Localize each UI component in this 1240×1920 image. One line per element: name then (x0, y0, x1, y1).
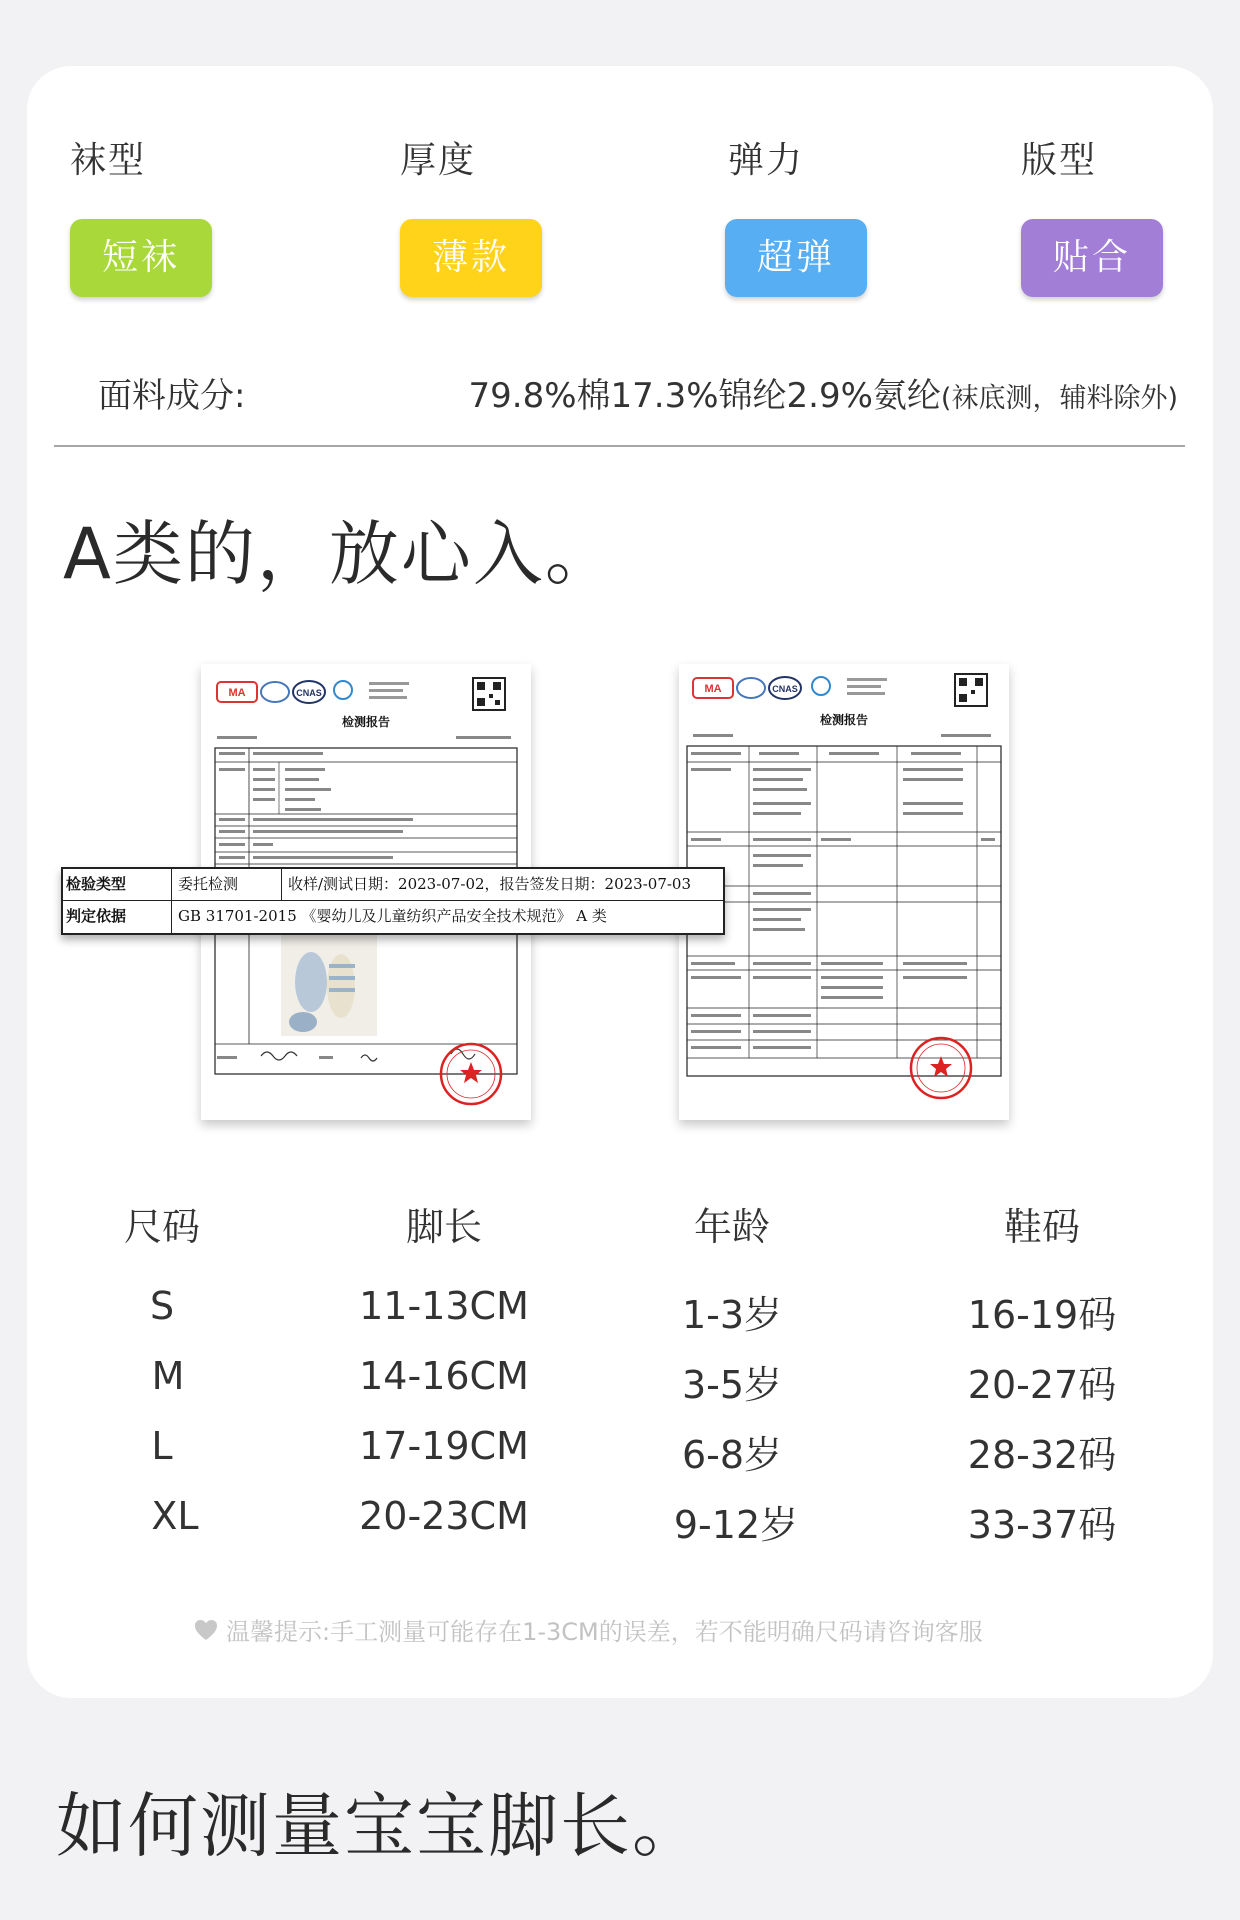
divider (54, 445, 1185, 447)
attr-pill-fit: 贴合 (1021, 219, 1163, 297)
tip-text: 温馨提示:手工测量可能存在1-3CM的误差，若不能明确尺码请咨询客服 (226, 1618, 983, 1646)
fabric-composition-row (71, 366, 1196, 426)
svg-text:CNAS: CNAS (296, 688, 322, 698)
product-info-card (27, 66, 1213, 1698)
size-cell: 16-19码 (967, 1293, 1117, 1337)
report-document-image (679, 664, 1009, 1120)
size-cell: 20-23CM (359, 1494, 529, 1538)
attr-pill-thickness: 薄款 (400, 219, 542, 297)
fabric-percentages: 79.8%棉17.3%锦纶2.9%氨纶 (468, 376, 941, 416)
size-cell: 28-32码 (967, 1433, 1117, 1477)
size-cell: 33-37码 (967, 1503, 1117, 1547)
size-header-foot-length: 脚长 (405, 1205, 483, 1249)
attr-pill-elasticity: 超弹 (725, 219, 867, 297)
overlay-divider (171, 869, 172, 933)
overlay-divider (281, 869, 282, 901)
attr-fit (1021, 136, 1221, 297)
overlay-dates: 收样/测试日期：2023-07-02，报告签发日期：2023-07-03 (288, 875, 692, 893)
size-cell: 1-3岁 (681, 1293, 783, 1337)
overlay-label-test-type: 检验类型 (66, 875, 127, 893)
fabric-note: (袜底测，辅料除外) (940, 383, 1178, 414)
size-header-age: 年龄 (693, 1205, 771, 1249)
size-cell: L (151, 1424, 173, 1468)
size-header-shoe-size: 鞋码 (1003, 1205, 1081, 1249)
svg-text:CNAS: CNAS (772, 684, 798, 694)
overlay-label-basis: 判定依据 (66, 907, 127, 925)
overlay-value-test-type: 委托检测 (178, 875, 239, 893)
attr-label: 袜型 (70, 140, 147, 181)
size-cell: 17-19CM (359, 1424, 529, 1468)
overlay-row-test-type (63, 869, 723, 901)
size-cell: 14-16CM (359, 1354, 529, 1398)
fabric-value (469, 366, 1178, 429)
size-cell: XL (151, 1494, 199, 1538)
report-title-2: 检测报告 (819, 713, 869, 727)
attr-elasticity (725, 136, 925, 297)
attr-pill-sock-type: 短袜 (70, 219, 212, 297)
heart-icon (194, 1619, 218, 1641)
attr-sock-type (70, 136, 270, 297)
size-cell: 20-27码 (967, 1363, 1117, 1407)
svg-text:MA: MA (228, 687, 246, 699)
size-cell: 3-5岁 (681, 1363, 783, 1407)
fabric-label: 面料成分: (98, 376, 246, 416)
size-cell: 9-12岁 (673, 1503, 799, 1547)
headline: A类的，放心入。 (63, 513, 617, 595)
attr-label: 厚度 (400, 140, 477, 181)
size-cell: S (149, 1284, 175, 1328)
size-cell: 11-13CM (359, 1284, 529, 1328)
overlay-row-basis (63, 901, 723, 932)
size-cell: M (151, 1354, 185, 1398)
report-highlight-strip (61, 867, 725, 935)
measurement-tip (194, 1612, 983, 1647)
test-report-page-2 (679, 664, 1009, 1120)
report-title-1: 检测报告 (341, 715, 391, 729)
size-cell: 6-8岁 (681, 1433, 783, 1477)
attr-label: 弹力 (728, 140, 805, 181)
overlay-value-basis: GB 31701-2015 《婴幼儿及儿童纺织产品安全技术规范》 A 类 (178, 907, 607, 925)
svg-text:MA: MA (704, 683, 722, 695)
size-header-size: 尺码 (123, 1205, 201, 1249)
attr-thickness (400, 136, 600, 297)
attr-label: 版型 (1021, 140, 1098, 181)
section-title-how-to-measure: 如何测量宝宝脚长。 (56, 1785, 704, 1867)
